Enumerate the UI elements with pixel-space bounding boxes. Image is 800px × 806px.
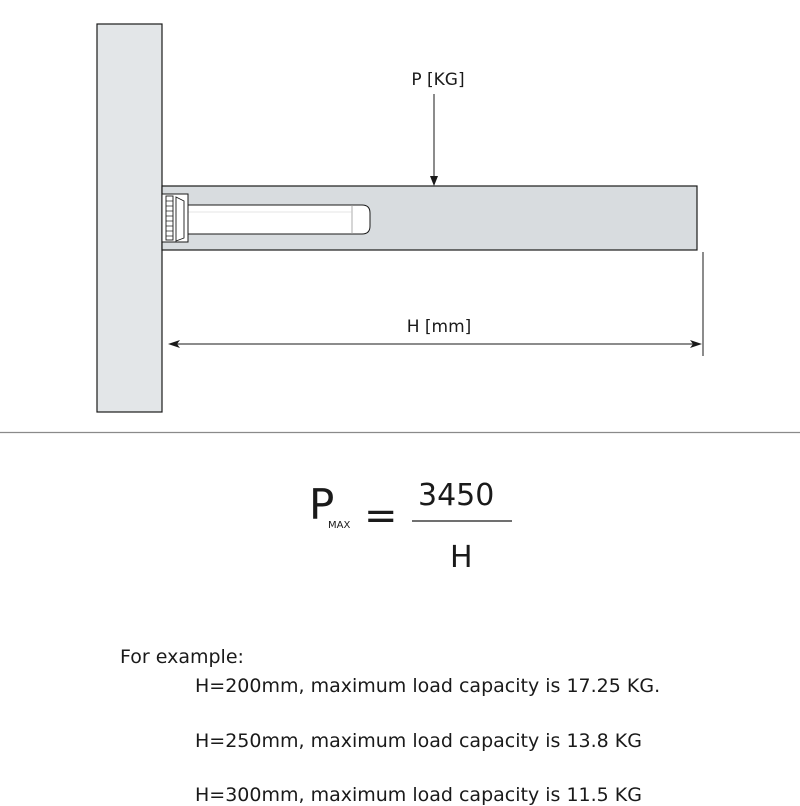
examples-intro: For example: xyxy=(120,646,244,668)
load-label: P [KG] xyxy=(411,70,465,90)
wall xyxy=(97,24,162,412)
formula-numerator: 3450 xyxy=(418,478,495,513)
formula-equals: = xyxy=(364,493,398,539)
formula-denominator: H xyxy=(450,540,473,575)
load-arrow xyxy=(430,94,438,186)
example-line-1: H=200mm, maximum load capacity is 17.25 KG. xyxy=(195,675,661,697)
formula-symbol: P xyxy=(309,480,335,529)
length-dimension-arrow xyxy=(168,340,702,348)
wall-mount-plate xyxy=(162,194,188,242)
length-label: H [mm] xyxy=(406,317,472,337)
hidden-bracket-rod xyxy=(186,205,370,234)
example-line-2: H=250mm, maximum load capacity is 13.8 KG xyxy=(195,730,642,752)
example-line-3: H=300mm, maximum load capacity is 11.5 KG xyxy=(195,784,642,806)
formula-subscript: MAX xyxy=(328,520,351,531)
